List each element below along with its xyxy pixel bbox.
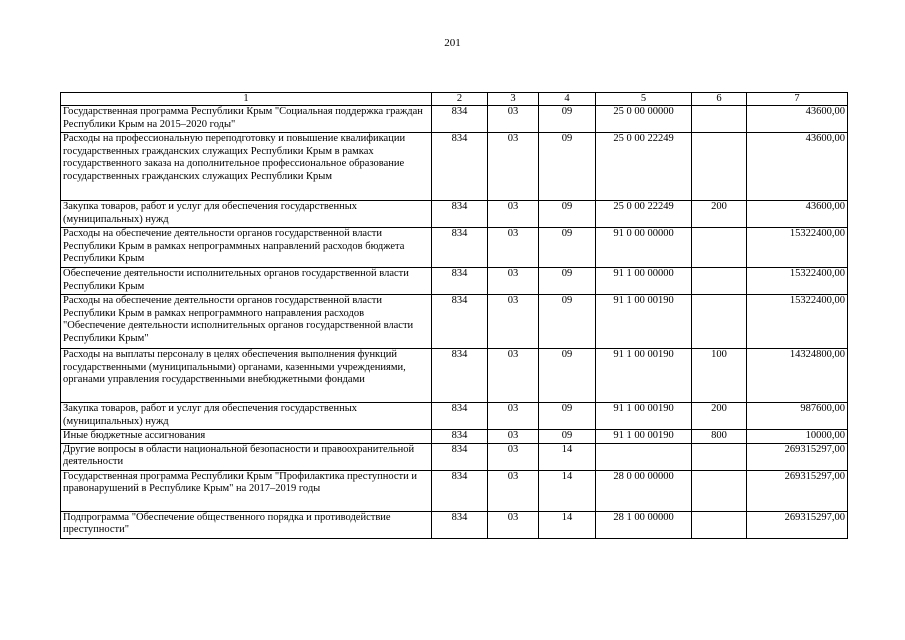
page-number: 201 [444,37,461,49]
row-amount: 269315297,00 [747,443,848,470]
row-subsection: 14 [539,511,596,538]
row-expense-type [692,106,747,133]
row-subsection: 09 [539,228,596,268]
column-header-7: 7 [747,93,848,106]
row-section: 03 [488,470,539,511]
table-row [61,201,848,228]
table-row [61,268,848,295]
row-target-code: 91 1 00 00190 [596,349,692,403]
row-subsection: 09 [539,201,596,228]
row-amount: 10000,00 [747,430,848,444]
row-expense-type [692,268,747,295]
row-target-code: 25 0 00 22249 [596,133,692,201]
row-expense-type: 200 [692,201,747,228]
row-name: Расходы на профессиональную переподготовку и повышение квалификации государственных гражданских служащих Республики Крым в рамках государственного заказа на дополнительное профессиональное образование государственных гражданских служащих Республики Крым [61,133,432,201]
row-target-code: 28 0 00 00000 [596,470,692,511]
row-section: 03 [488,201,539,228]
column-header-2: 2 [432,93,488,106]
row-target-code: 28 1 00 00000 [596,511,692,538]
table-row [61,511,848,538]
column-header-4: 4 [539,93,596,106]
row-name: Расходы на обеспечение деятельности органов государственной власти Республики Крым в рамках непрограммного направления расходов "Обеспечение деятельности исполнительных органов государственной власти Республики Крым" [61,295,432,349]
row-expense-type [692,470,747,511]
row-section: 03 [488,268,539,295]
column-header-6: 6 [692,93,747,106]
row-code: 834 [432,268,488,295]
row-section: 03 [488,511,539,538]
row-section: 03 [488,443,539,470]
row-subsection: 14 [539,470,596,511]
row-section: 03 [488,295,539,349]
row-expense-type [692,295,747,349]
row-amount: 43600,00 [747,133,848,201]
row-subsection: 09 [539,106,596,133]
table-row [61,133,848,201]
row-subsection: 09 [539,349,596,403]
table-row [61,106,848,133]
row-target-code: 91 1 00 00190 [596,430,692,444]
row-subsection: 09 [539,295,596,349]
row-expense-type [692,511,747,538]
table-row [61,470,848,511]
row-section: 03 [488,430,539,444]
row-subsection: 09 [539,430,596,444]
column-header-3: 3 [488,93,539,106]
table-row [61,443,848,470]
row-expense-type: 100 [692,349,747,403]
column-header-5: 5 [596,93,692,106]
row-code: 834 [432,201,488,228]
row-section: 03 [488,133,539,201]
row-code: 834 [432,511,488,538]
table-row [61,228,848,268]
row-code: 834 [432,106,488,133]
column-header-1: 1 [61,93,432,106]
row-name: Расходы на выплаты персоналу в целях обеспечения выполнения функций государственными (муниципальными) органами, казенными учреждениями, органами управления государственными внебюджетными фондами [61,349,432,403]
row-amount: 43600,00 [747,106,848,133]
row-code: 834 [432,228,488,268]
row-name: Иные бюджетные ассигнования [61,430,432,444]
row-amount: 15322400,00 [747,228,848,268]
row-target-code: 25 0 00 22249 [596,201,692,228]
row-code: 834 [432,470,488,511]
budget-table [60,92,848,539]
row-section: 03 [488,403,539,430]
row-subsection: 09 [539,133,596,201]
header-row [61,93,848,106]
row-name: Государственная программа Республики Крым "Социальная поддержка граждан Республики Крым на 2015–2020 годы" [61,106,432,133]
row-amount: 14324800,00 [747,349,848,403]
row-name: Закупка товаров, работ и услуг для обеспечения государственных (муниципальных) нужд [61,201,432,228]
row-target-code: 91 1 00 00000 [596,268,692,295]
row-amount: 987600,00 [747,403,848,430]
row-subsection: 09 [539,268,596,295]
row-amount: 269315297,00 [747,511,848,538]
row-subsection: 09 [539,403,596,430]
table-row [61,403,848,430]
row-target-code: 91 1 00 00190 [596,403,692,430]
row-target-code: 91 0 00 00000 [596,228,692,268]
table-row [61,349,848,403]
row-section: 03 [488,106,539,133]
row-name: Закупка товаров, работ и услуг для обеспечения государственных (муниципальных) нужд [61,403,432,430]
row-expense-type [692,228,747,268]
table-row [61,295,848,349]
row-expense-type: 200 [692,403,747,430]
row-subsection: 14 [539,443,596,470]
row-code: 834 [432,403,488,430]
row-name: Расходы на обеспечение деятельности органов государственной власти Республики Крым в рамках непрограммных направлений расходов бюджета Республики Крым [61,228,432,268]
row-expense-type [692,443,747,470]
row-expense-type [692,133,747,201]
row-amount: 269315297,00 [747,470,848,511]
row-name: Другие вопросы в области национальной безопасности и правоохранительной деятельности [61,443,432,470]
row-name: Обеспечение деятельности исполнительных органов государственной власти Республики Крым [61,268,432,295]
row-code: 834 [432,430,488,444]
table-row [61,430,848,444]
row-expense-type: 800 [692,430,747,444]
row-section: 03 [488,228,539,268]
row-code: 834 [432,133,488,201]
row-code: 834 [432,295,488,349]
row-target-code [596,443,692,470]
row-code: 834 [432,349,488,403]
row-target-code: 25 0 00 00000 [596,106,692,133]
row-name: Государственная программа Республики Крым "Профилактика преступности и правонарушений в Республике Крым" на 2017–2019 годы [61,470,432,511]
table-body [61,106,848,539]
row-code: 834 [432,443,488,470]
row-amount: 43600,00 [747,201,848,228]
row-name: Подпрограмма "Обеспечение общественного порядка и противодействие преступности" [61,511,432,538]
row-target-code: 91 1 00 00190 [596,295,692,349]
row-amount: 15322400,00 [747,295,848,349]
row-section: 03 [488,349,539,403]
row-amount: 15322400,00 [747,268,848,295]
